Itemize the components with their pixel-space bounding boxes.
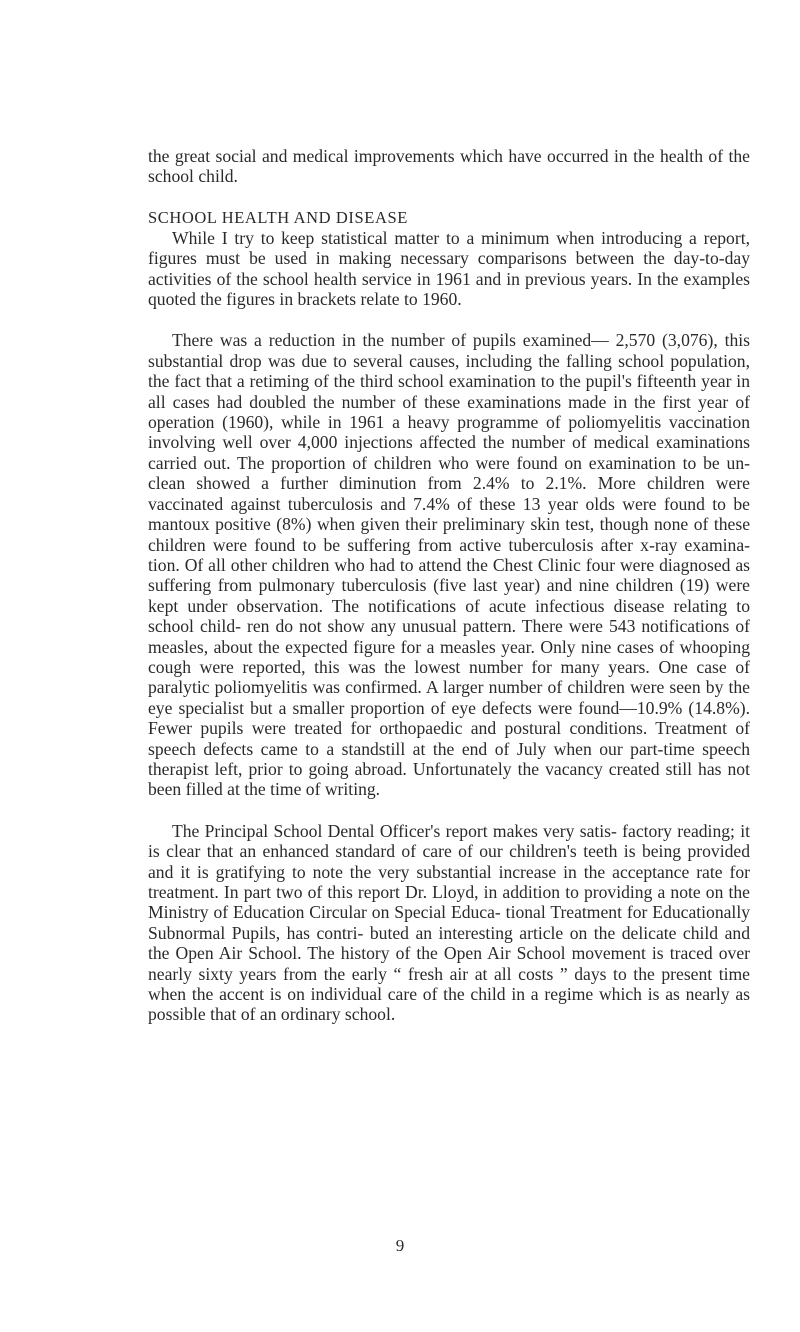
paragraph-examinations: There was a reduction in the number of pupils examined— 2,570 (3,076), this substantial drop was due to several causes, including the falling school population, the fact that a retiming of the third school examination to the pupil's fifteenth year in all cases had doubled the number of these examinations made in the first year of operation (1960), while in 1961 a heavy programme of poliomyelitis vaccination involving well over 4,000 injections affected the number of medical examinations carried out. The proportion of children who were found on examination to be un- clean showed a further diminution from 2.4% to 2.1%. More children were vaccinated against tuberculosis and 7.4% of these 13 year olds were found to be mantoux positive (8%) when given their preliminary skin test, though none of these children were found to be suffering from active tuberculosis after x-ray examina- tion. Of all other children who had to attend the Chest Clinic four were diagnosed as suffering from pulmonary tuberculosis (five last year) and nine children (19) were kept under observation. The notifications of acute infectious disease relating to school child- ren do not show any unusual pattern. There were 543 notifications of measles, about the expected figure for a measles year. Only nine cases of whooping cough were reported, this was the lowest number for many years. One case of paralytic poliomyelitis was confirmed. A larger number of children were seen by the eye specialist but a smaller proportion of eye defects were found—10.9% (14.8%). Fewer pupils were treated for orthopaedic and postural conditions. Treatment of speech defects came to a standstill at the end of July when our part-time speech therapist left, prior to going abroad. Unfortunately the vacancy created still has not been filled at the time of writing.	[148, 330, 750, 800]
opening-paragraph: the great social and medical improvements which have occurred in the health of the school child.	[148, 146, 750, 187]
section-heading: SCHOOL HEALTH AND DISEASE	[148, 207, 408, 227]
paragraph-statistics-intro: While I try to keep statistical matter to a minimum when introducing a report, figures must be used in making necessary comparisons between the day-to-day activities of the school health service in 1961 and in previous years. In the examples quoted the figures in brackets relate to 1960.	[148, 227, 750, 310]
page-number: 9	[395, 1236, 405, 1255]
paragraph-dental-report: The Principal School Dental Officer's report makes very satis- factory reading; it is clear that an enhanced standard of care of our children's teeth is being provided and it is gratifying to note the very substantial increase in the acceptance rate for treatment. In part two of this report Dr. Lloyd, in addition to providing a note on the Ministry of Education Circular on Special Educa- tional Treatment for Educationally Subnormal Pupils, has contri- buted an interesting article on the delicate child and the Open Air School. The history of the Open Air School movement is traced over nearly sixty years from the early “ fresh air at all costs ” days to the present time when the accent is on individual care of the child in a regime which is as nearly as possible that of an ordinary school.	[148, 820, 750, 1025]
document-page	[148, 146, 750, 1025]
